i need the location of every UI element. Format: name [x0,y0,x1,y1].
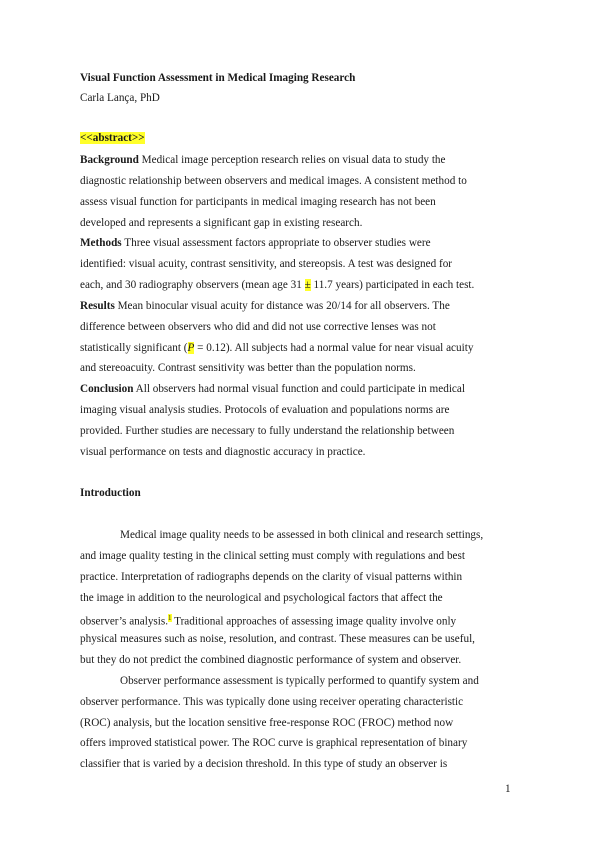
background-label: Background [80,154,139,166]
intro-paragraph-line: classifier that is varied by a decision threshold. In this type of study an observer is [80,758,448,770]
p-value-highlight: P [187,342,195,354]
intro-paragraph-line: Observer performance assessment is typically performed to quantify system and [120,675,479,687]
intro-paragraph-line: practice. Interpretation of radiographs depends on the clarity of visual patterns within [80,571,463,583]
conclusion-text: All observers had normal visual function and could participate in medical [135,383,465,395]
intro-paragraph-line: but they do not predict the combined diagnostic performance of system and observer. [80,654,462,666]
intro-paragraph-line [80,611,456,629]
abstract-background-line: developed and represents a significant gap in existing research. [80,217,363,229]
intro-text: Traditional approaches of assessing image quality involve only [171,615,457,628]
intro-text: observer’s analysis. [80,615,169,628]
paper-title: Visual Function Assessment in Medical Imaging Research [80,72,356,84]
methods-text: Three visual assessment factors appropriate to observer studies were [124,237,431,249]
abstract-conclusion-line [80,382,465,396]
intro-paragraph-line: Medical image quality needs to be assessed in both clinical and research settings, [120,529,484,541]
conclusion-label: Conclusion [80,383,134,395]
methods-text: each, and 30 radiography observers (mean age 31 [80,279,305,291]
abstract-methods-line: identified: visual acuity, contrast sensitivity, and stereopsis. A test was designed for [80,258,453,270]
methods-text: 11.7 years) participated in each test. [310,279,475,291]
methods-label: Methods [80,237,122,249]
intro-paragraph-line: observer performance. This was typically done using receiver operating characteristic [80,696,464,708]
abstract-methods-line [80,236,431,250]
abstract-tag-highlight: <<abstract>> [80,132,145,144]
abstract-conclusion-line: visual performance on tests and diagnostic accuracy in practice. [80,446,366,458]
intro-paragraph-line: and image quality testing in the clinical setting must comply with regulations and best [80,550,465,562]
abstract-results-line [80,341,473,355]
section-heading-introduction: Introduction [80,487,141,499]
intro-paragraph-line: physical measures such as noise, resolution, and contrast. These measures can be useful, [80,633,475,645]
abstract-conclusion-line: provided. Further studies are necessary to fully understand the relationship between [80,425,455,437]
results-label: Results [80,300,115,312]
results-text: statistically significant ( [80,342,188,354]
reference-superscript[interactable]: 1 [168,614,172,622]
abstract-background-line: diagnostic relationship between observers and medical images. A consistent method to [80,175,467,187]
background-text: Medical image perception research relies on visual data to study the [141,154,446,166]
intro-paragraph-line: offers improved statistical power. The ROC curve is graphical representation of binary [80,737,468,749]
intro-paragraph-line: (ROC) analysis, but the location sensitive free-response ROC (FROC) method now [80,717,454,729]
abstract-background-line [80,153,446,167]
intro-paragraph-line: the image in addition to the neurological and psychological factors that affect the [80,592,443,604]
results-text: Mean binocular visual acuity for distance was 20/14 for all observers. The [117,300,450,312]
abstract-background-line: assess visual function for participants in medical imaging research has not been [80,196,436,208]
abstract-results-line [80,299,450,313]
results-text: = 0.12). All subjects had a normal value for near visual acuity [194,342,474,354]
abstract-conclusion-line: imaging visual analysis studies. Protocols of evaluation and populations norms are [80,404,450,416]
page-number: 1 [505,783,511,795]
abstract-tag [80,131,145,145]
abstract-methods-line [80,278,474,292]
plus-minus-highlight: ± [304,279,311,291]
abstract-results-line: difference between observers who did and did not use corrective lenses was not [80,321,436,333]
abstract-results-line: and stereoacuity. Contrast sensitivity was better than the population norms. [80,362,416,374]
author-line: Carla Lança, PhD [80,92,160,104]
